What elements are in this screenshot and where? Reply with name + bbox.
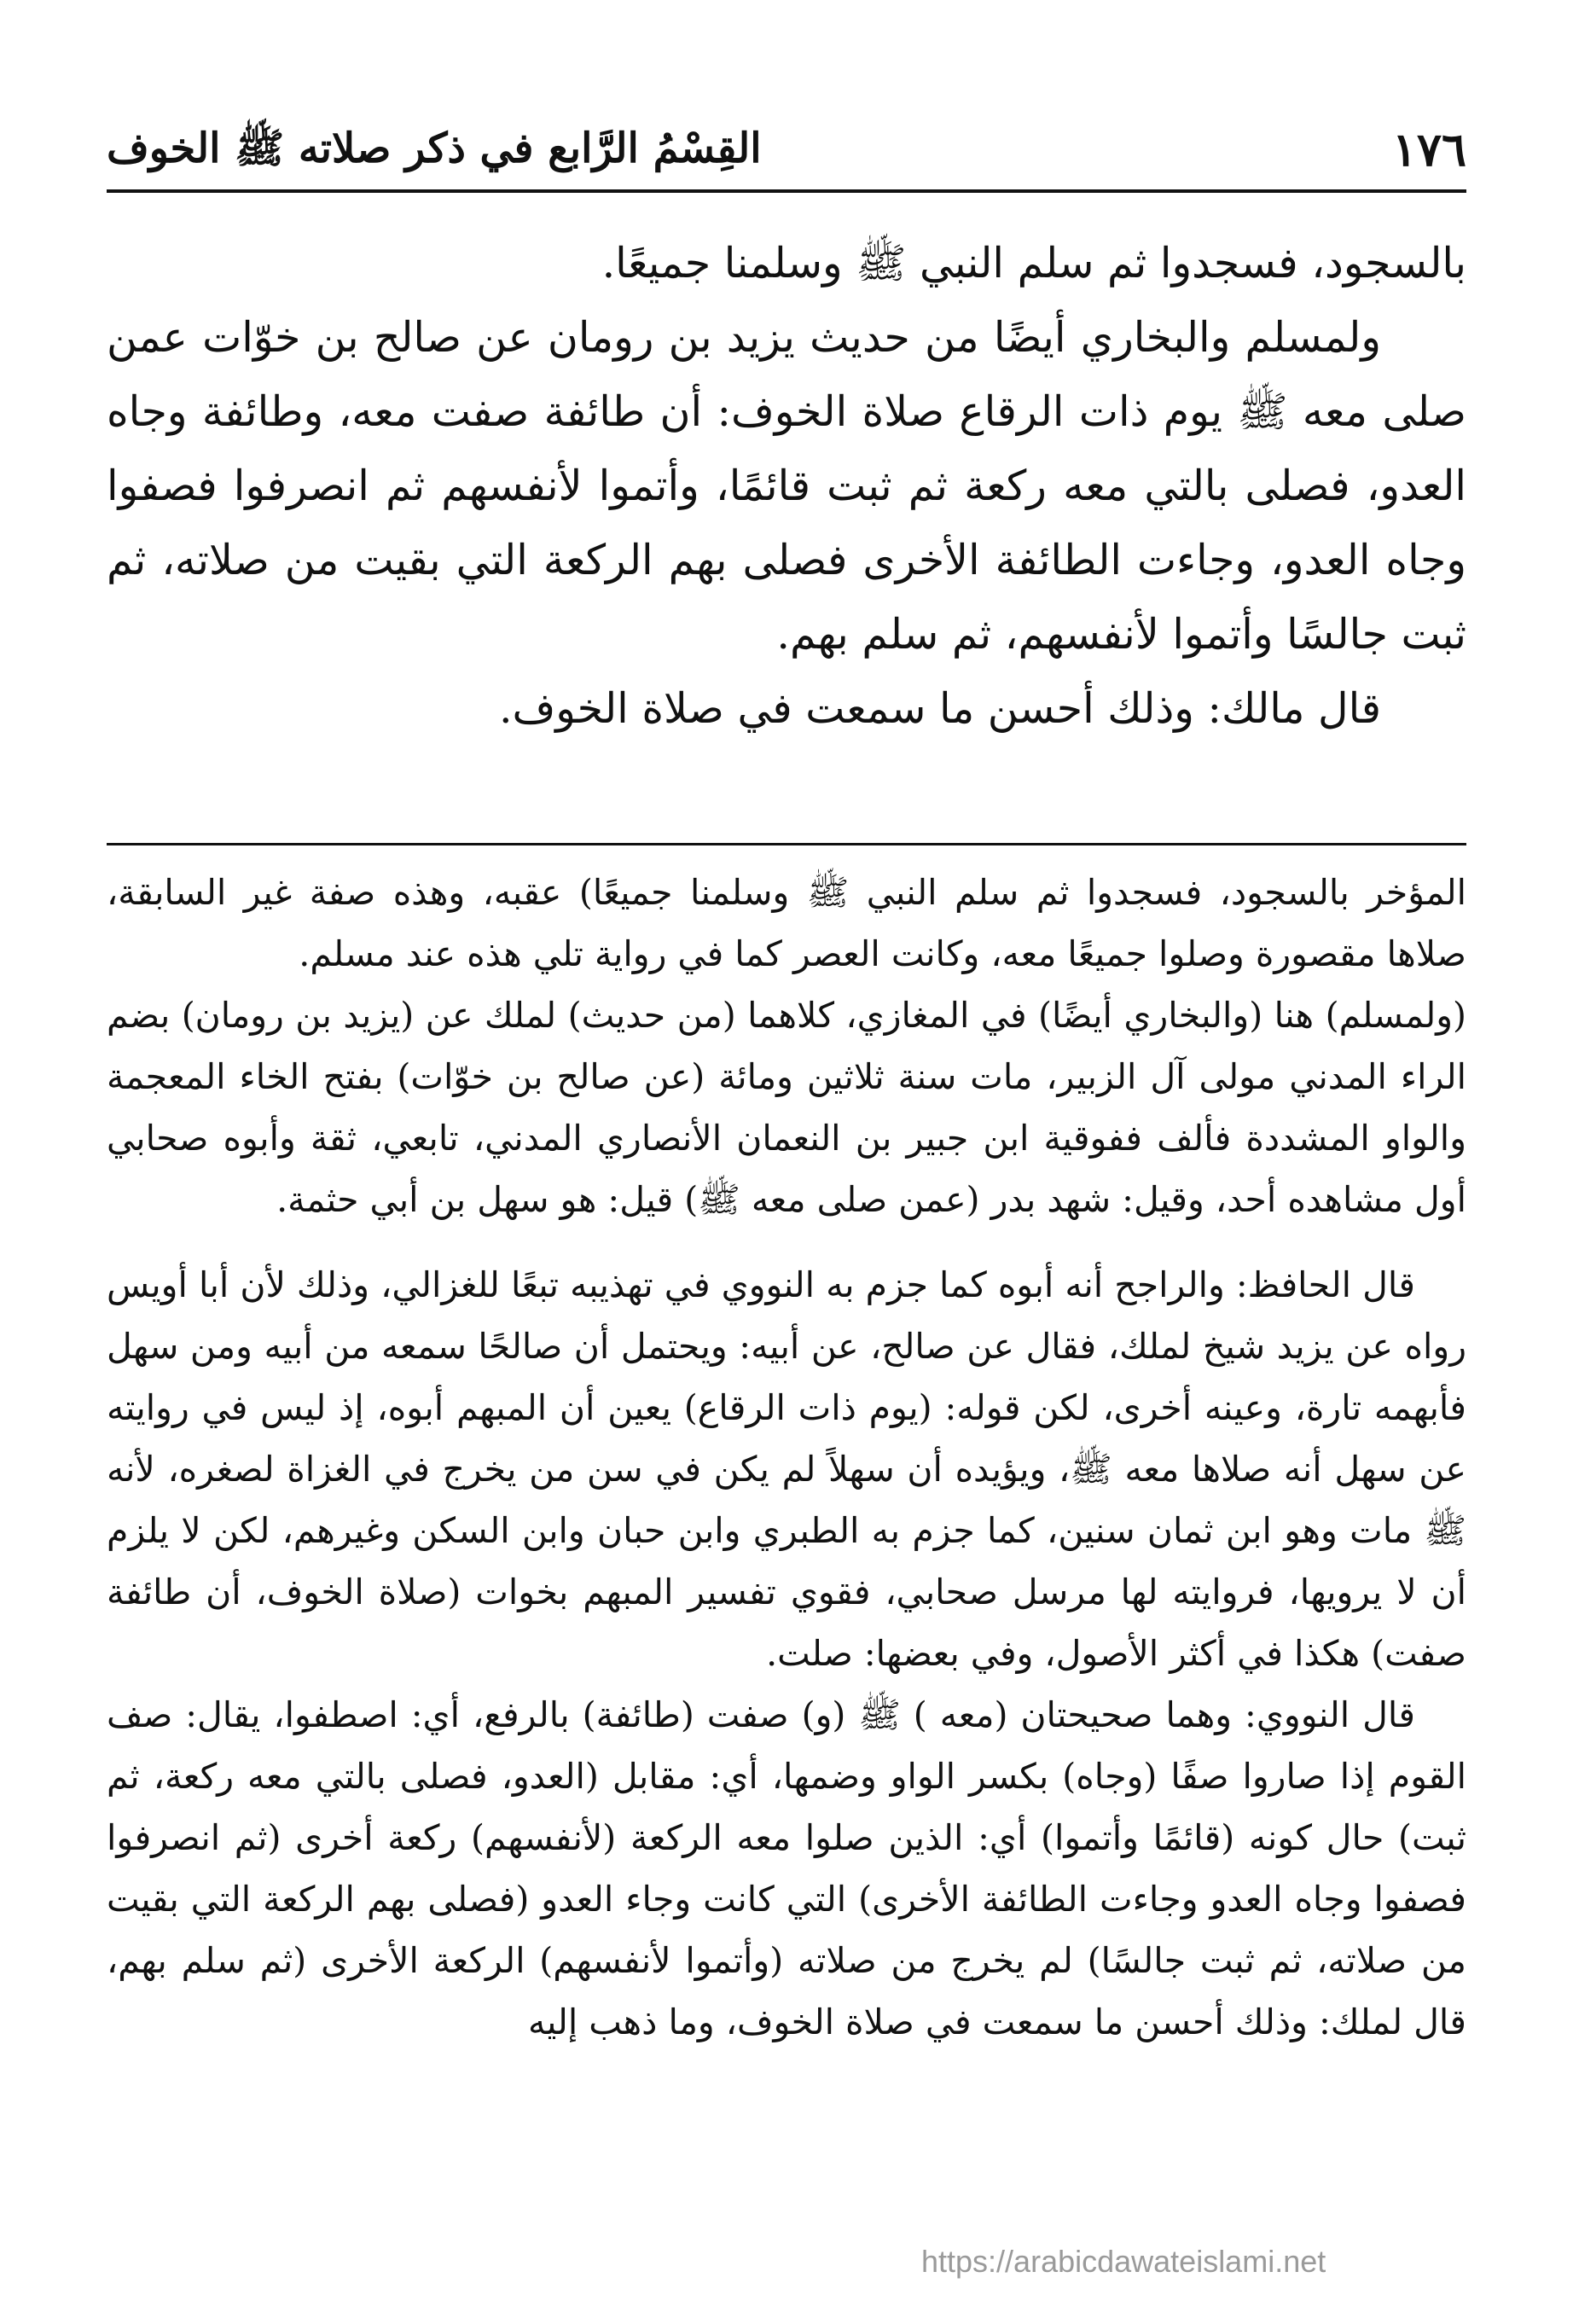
commentary (107, 862, 1466, 2053)
page-header (107, 115, 1466, 183)
main-paragraph: بالسجود، فسجدوا ثم سلم النبي ﷺ وسلمنا جميعًا. (601, 239, 1466, 288)
footnote-separator (107, 843, 1466, 845)
running-title: القِسْمُ الرَّابع في ذكر صلاته ﷺ الخوف (107, 125, 762, 172)
main-paragraph: قال مالك: وذلك أحسن ما سمعت في صلاة الخوف. (498, 684, 1381, 733)
commentary-paragraph: (ولمسلم) هنا (والبخاري أيضًا) في المغازي، كلاهما (من حديث) لملك عن (يزيد بن رومان) بضم الراء المدني مولى آل الزبير، مات سنة ثلاثين ومائة (عن صالح بن خوّات) بفتح الخاء المعجمة والواو المشددة فألف ففوقية ابن جبير بن النعمان الأنصاري المدني، تابعي، ثقة وأبوه صحابي أول مشاهده أحد، وقيل: شهد بدر (عمن صلى معه ﷺ) قيل: هو سهل بن أبي حثمة. (107, 995, 1466, 1220)
commentary-paragraph: المؤخر بالسجود، فسجدوا ثم سلم النبي ﷺ وسلمنا جميعًا) عقبه، وهذه صفة غير السابقة، صلاها مقصورة وصلوا جميعًا معه، وكانت العصر كما في رواية تلي هذه عند مسلم. (107, 872, 1466, 974)
main-paragraph: ولمسلم والبخاري أيضًا من حديث يزيد بن رومان عن صالح بن خوّات عمن صلى معه ﷺ يوم ذات الرقاع صلاة الخوف: أن طائفة صفت معه، وطائفة وجاه العدو، فصلى بالتي معه ركعة ثم ثبت قائمًا، وأتموا لأنفسهم ثم انصرفوا فصفوا وجاه العدو، وجاءت الطائفة الأخرى فصلى بهم الركعة التي بقيت من صلاته، ثم ثبت جالسًا وأتموا لأنفسهم، ثم سلم بهم. (107, 313, 1466, 659)
commentary-paragraph: قال الحافظ: والراجح أنه أبوه كما جزم به النووي في تهذيبه تبعًا للغزالي، وذلك لأن أبا أويس رواه عن يزيد شيخ لملك، فقال عن صالح، عن أبيه: ويحتمل أن صالحًا سمعه من أبيه ومن سهل فأبهمه تارة، وعينه أخرى، لكن قوله: (يوم ذات الرقاع) يعين أن المبهم أبوه، إذ ليس في روايته عن سهل أنه صلاها معه ﷺ، ويؤيده أن سهلاً لم يكن في سن من يخرج في الغزاة لصغره، لأنه ﷺ مات وهو ابن ثمان سنين، كما جزم به الطبري وابن حبان وابن السكن وغيرهم، لكن لا يلزم أن لا يرويها، فروايته لها مرسل صحابي، فقوي تفسير المبهم بخوات (صلاة الخوف، أن طائفة صفت) هكذا في أكثر الأصول، وفي بعضها: صلت. (107, 1264, 1466, 1674)
watermark-url: https://arabicdawateislami.net (921, 2244, 1326, 2279)
page-number: ١٧٦ (1391, 122, 1466, 177)
header-rule (107, 189, 1466, 193)
commentary-paragraph: قال النووي: وهما صحيحتان (معه ) ﷺ (و) صفت (طائفة) بالرفع، أي: اصطفوا، يقال: صف القوم إذا صاروا صفًا (وجاه) بكسر الواو وضمها، أي: مقابل (العدو، فصلى بالتي معه ركعة، ثم ثبت) حال كونه (قائمًا وأتموا) أي: الذين صلوا معه الركعة (لأنفسهم) ركعة أخرى (ثم انصرفوا فصفوا وجاه العدو وجاءت الطائفة الأخرى) التي كانت وجاء العدو (فصلى بهم الركعة التي بقيت من صلاته، ثم ثبت جالسًا) لم يخرج من صلاته (وأتموا لأنفسهم) الركعة الأخرى (ثم سلم بهم، قال لملك: وذلك أحسن ما سمعت في صلاة الخوف، وما ذهب إليه (107, 1694, 1466, 2042)
main-text (107, 226, 1466, 746)
